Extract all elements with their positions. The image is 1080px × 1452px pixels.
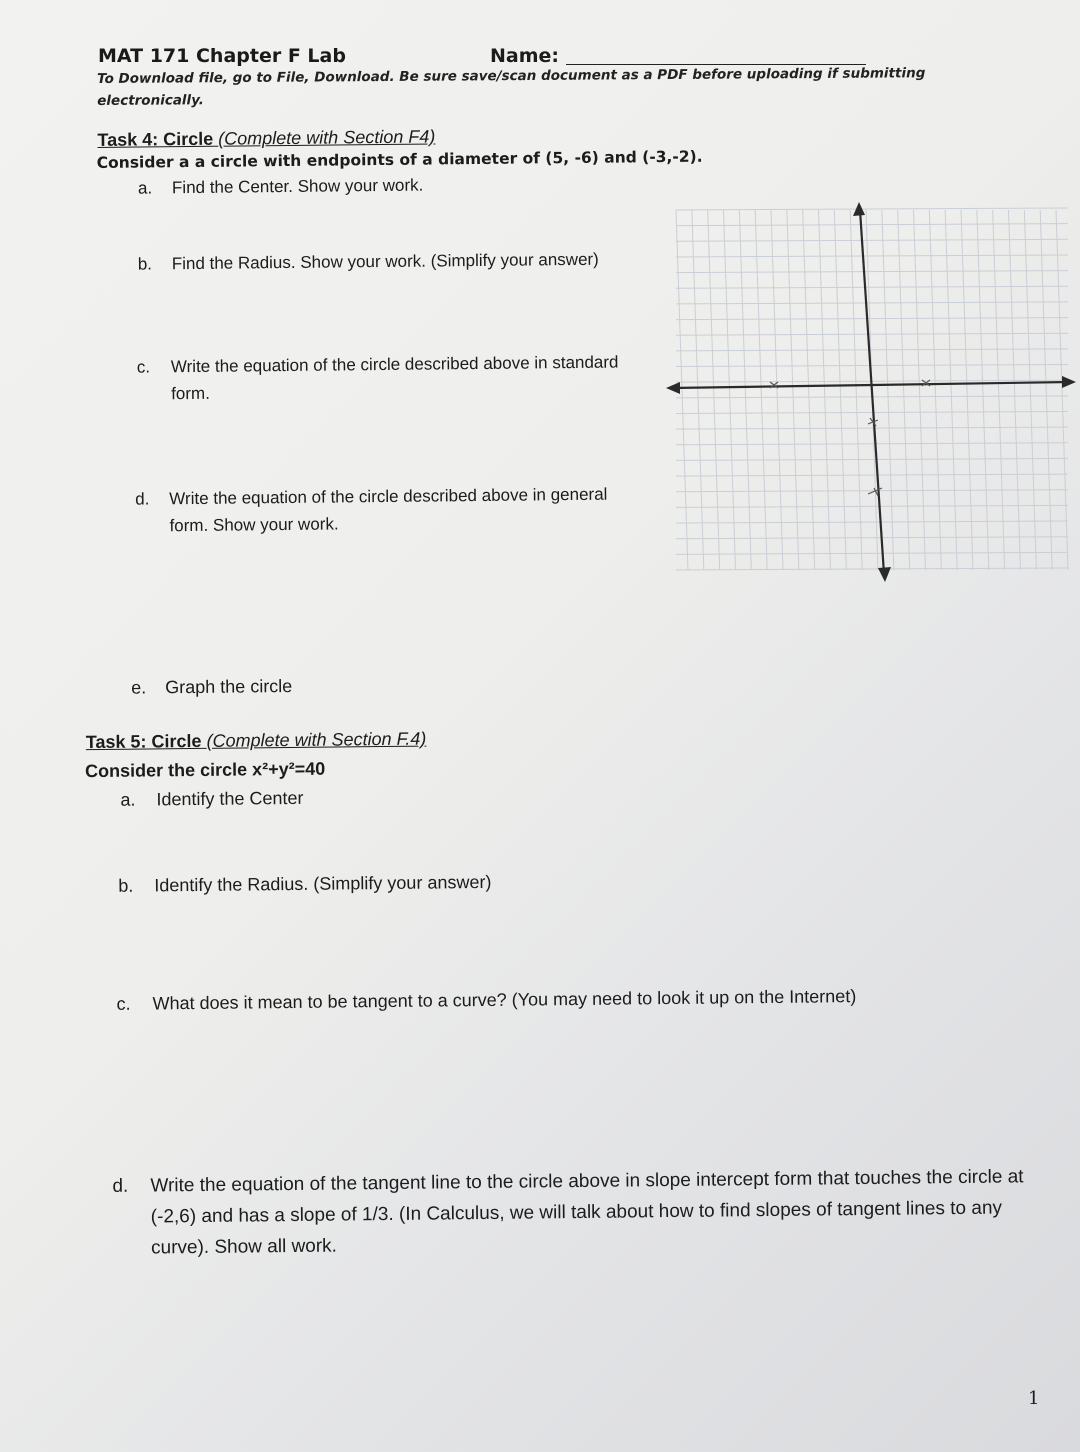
grid-line-horizontal — [676, 427, 1068, 429]
name-label: Name: — [490, 45, 560, 67]
grid-line-vertical — [977, 210, 989, 570]
question-text: Find the Radius. Show your work. (Simplify your answer) — [171, 249, 599, 274]
grid-line-vertical — [708, 210, 720, 570]
grid-line-horizontal — [676, 521, 1068, 523]
question-letter: d. — [112, 1175, 129, 1197]
grid-line-vertical — [787, 210, 799, 570]
grid-line-vertical — [803, 210, 815, 570]
task5-question-c — [116, 980, 976, 1020]
task4-question-e — [131, 673, 292, 702]
grid-line-vertical — [945, 210, 957, 570]
question-text: What does it mean to be tangent to a curve? (You may need to look it up on the Internet) — [152, 986, 857, 1014]
grid-line-vertical — [1056, 210, 1068, 570]
grid-line-horizontal — [676, 318, 1068, 320]
grid-line-horizontal — [676, 568, 1068, 570]
task5-prompt: Consider the circle x²+y²=40 — [84, 758, 326, 782]
download-instructions: To Download file, go to File, Download. Be sure save/scan document as a PDF before uploading if submitting electronically. — [97, 65, 926, 109]
task5-heading-label: Task 5: Circle — [85, 730, 202, 753]
question-letter: b. — [118, 875, 134, 896]
task4-prompt: Consider a a circle with endpoints of a diameter of (5, -6) and (-3,-2). — [96, 147, 703, 172]
grid-line-vertical — [1024, 210, 1036, 570]
grid-line-vertical — [850, 210, 862, 570]
x-axis-right-arrow — [1062, 376, 1076, 388]
page-number: 1 — [1028, 1388, 1040, 1409]
grid-line-vertical — [771, 210, 783, 570]
grid-line-horizontal — [676, 333, 1068, 335]
grid-line-vertical — [882, 210, 894, 570]
task5-heading — [86, 729, 427, 754]
grid-line-vertical — [993, 210, 1005, 570]
question-text: Identify the Center — [156, 787, 304, 810]
task4-section-ref: (Complete with Section F4) — [218, 126, 436, 149]
grid-line-vertical — [898, 210, 910, 570]
worksheet-title: MAT 171 Chapter F Lab — [98, 45, 346, 67]
grid-line-horizontal — [676, 411, 1068, 413]
task5-question-a — [120, 785, 303, 814]
grid-line-horizontal — [676, 505, 1068, 507]
question-text: Write the equation of the circle described above in general form. Show your work. — [169, 484, 608, 536]
grid-line-horizontal — [676, 255, 1068, 257]
task4-question-a — [138, 172, 424, 202]
task5-section-ref: (Complete with Section F.4) — [206, 728, 427, 751]
grid-line-horizontal — [676, 302, 1068, 304]
question-letter: c. — [116, 993, 131, 1014]
grid-line-horizontal — [676, 474, 1068, 476]
question-text: Find the Center. Show your work. — [171, 175, 424, 198]
grid-line-horizontal — [676, 443, 1068, 445]
question-text: Identify the Radius. (Simplify your answer) — [154, 871, 492, 896]
question-letter: b. — [137, 254, 153, 274]
question-text: Write the equation of the circle described above in standard form. — [170, 352, 619, 404]
grid-line-vertical — [929, 210, 941, 570]
grid-line-horizontal — [676, 490, 1068, 492]
grid-line-vertical — [692, 210, 704, 570]
question-letter: e. — [131, 677, 147, 698]
y-axis-down-arrow — [878, 567, 891, 582]
x-axis-left-arrow — [666, 382, 680, 394]
grid-line-vertical — [724, 210, 736, 570]
task5-question-d — [112, 1161, 1043, 1264]
question-letter: c. — [136, 357, 151, 377]
grid-line-vertical — [914, 210, 926, 570]
grid-line-vertical — [819, 210, 831, 570]
grid-line-horizontal — [676, 365, 1068, 367]
y-axis — [853, 202, 891, 582]
task4-question-d — [135, 480, 636, 539]
task4-heading-label: Task 4: Circle — [97, 128, 214, 150]
grid-line-vertical — [1009, 210, 1021, 570]
question-letter: d. — [135, 489, 150, 509]
grid-line-horizontal — [676, 208, 1068, 210]
grid-line-vertical — [1040, 210, 1052, 570]
question-letter: a. — [120, 789, 136, 810]
grid-line-horizontal — [676, 349, 1068, 351]
grid-line-horizontal — [676, 458, 1068, 460]
task4-question-c — [137, 348, 638, 407]
grid-line-vertical — [755, 210, 767, 570]
coordinate-grid — [664, 196, 1078, 588]
question-letter: a. — [137, 178, 153, 198]
task5-question-b — [118, 869, 491, 900]
grid-line-vertical — [834, 210, 846, 570]
task4-heading — [97, 126, 435, 151]
question-text: Graph the circle — [165, 675, 293, 698]
question-text: Write the equation of the tangent line to the circle above in slope intercept form that touches the circle at (-2,6) and has a slope of 1/3. (In Calculus, we will talk about how to find slopes of tangent lines to any curve). Show all work. — [150, 1166, 1024, 1259]
grid-line-horizontal — [676, 271, 1068, 273]
grid-line-vertical — [739, 210, 751, 570]
grid-line-vertical — [961, 210, 973, 570]
task4-question-b — [138, 245, 638, 277]
grid-line-horizontal — [676, 286, 1068, 288]
